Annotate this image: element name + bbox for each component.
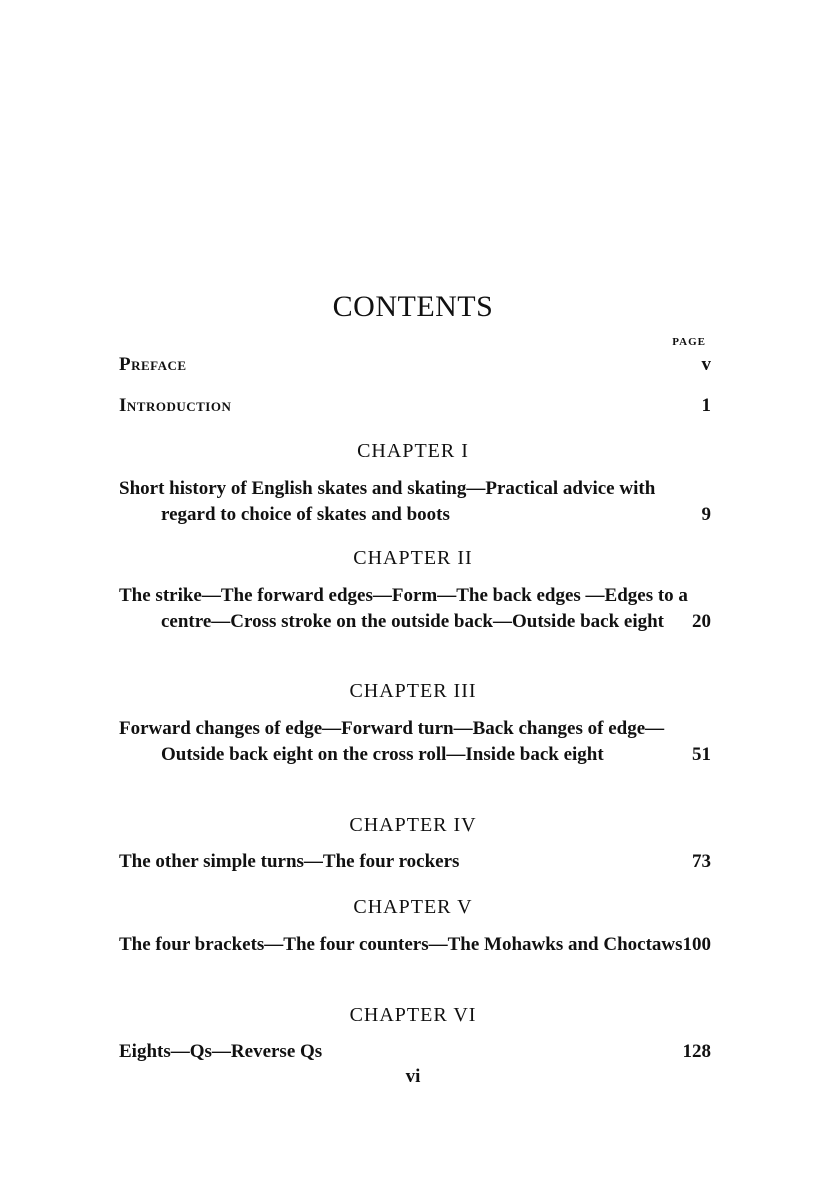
toc-entry-label: Preface — [119, 354, 187, 375]
toc-entry-page: 9 — [701, 504, 711, 525]
chapter-summary: Eights—Qs—Reverse Qs — [119, 1041, 323, 1062]
toc-entry-chapter-1 — [119, 476, 711, 528]
page-column-label: PAGE — [672, 336, 706, 348]
toc-entry-page: 1 — [701, 395, 711, 416]
toc-entry-page: 100 — [682, 934, 711, 955]
chapter-heading: CHAPTER IV — [349, 814, 477, 836]
toc-entry-chapter-4 — [119, 849, 711, 875]
toc-entry-page: 73 — [692, 851, 711, 872]
chapter-heading: CHAPTER II — [353, 547, 473, 569]
toc-entry-page: 128 — [682, 1041, 711, 1062]
page-number: vi — [405, 1066, 421, 1087]
toc-entry-chapter-5 — [119, 932, 711, 958]
toc-entry-chapter-6 — [119, 1039, 711, 1065]
toc-entry-page: v — [701, 354, 711, 375]
chapter-summary: The four brackets—The four counters—The Mohawks and Choctaws — [119, 934, 683, 955]
page-title: CONTENTS — [332, 290, 494, 323]
chapter-heading: CHAPTER III — [349, 680, 477, 702]
toc-entry-chapter-2 — [119, 583, 711, 635]
chapter-summary: Short history of English skates and skating—Practical advice with regard to choice of skates and boots — [119, 478, 656, 525]
toc-entry-preface — [119, 352, 711, 378]
toc-entry-page: 51 — [692, 744, 711, 765]
chapter-summary: Forward changes of edge—Forward turn—Back changes of edge—Outside back eight on the cross roll—Inside back eight — [119, 718, 665, 765]
chapter-summary: The other simple turns—The four rockers — [119, 851, 460, 872]
toc-entry-chapter-3 — [119, 716, 711, 768]
chapter-heading: CHAPTER VI — [349, 1004, 477, 1026]
chapter-heading: CHAPTER I — [357, 440, 469, 462]
toc-entry-page: 20 — [692, 611, 711, 632]
chapter-heading: CHAPTER V — [353, 896, 473, 918]
toc-entry-label: Introduction — [119, 395, 232, 416]
chapter-summary: The strike—The forward edges—Form—The back edges —Edges to a centre—Cross stroke on the outside back—Outside back eight — [119, 585, 688, 632]
toc-entry-introduction — [119, 393, 711, 419]
